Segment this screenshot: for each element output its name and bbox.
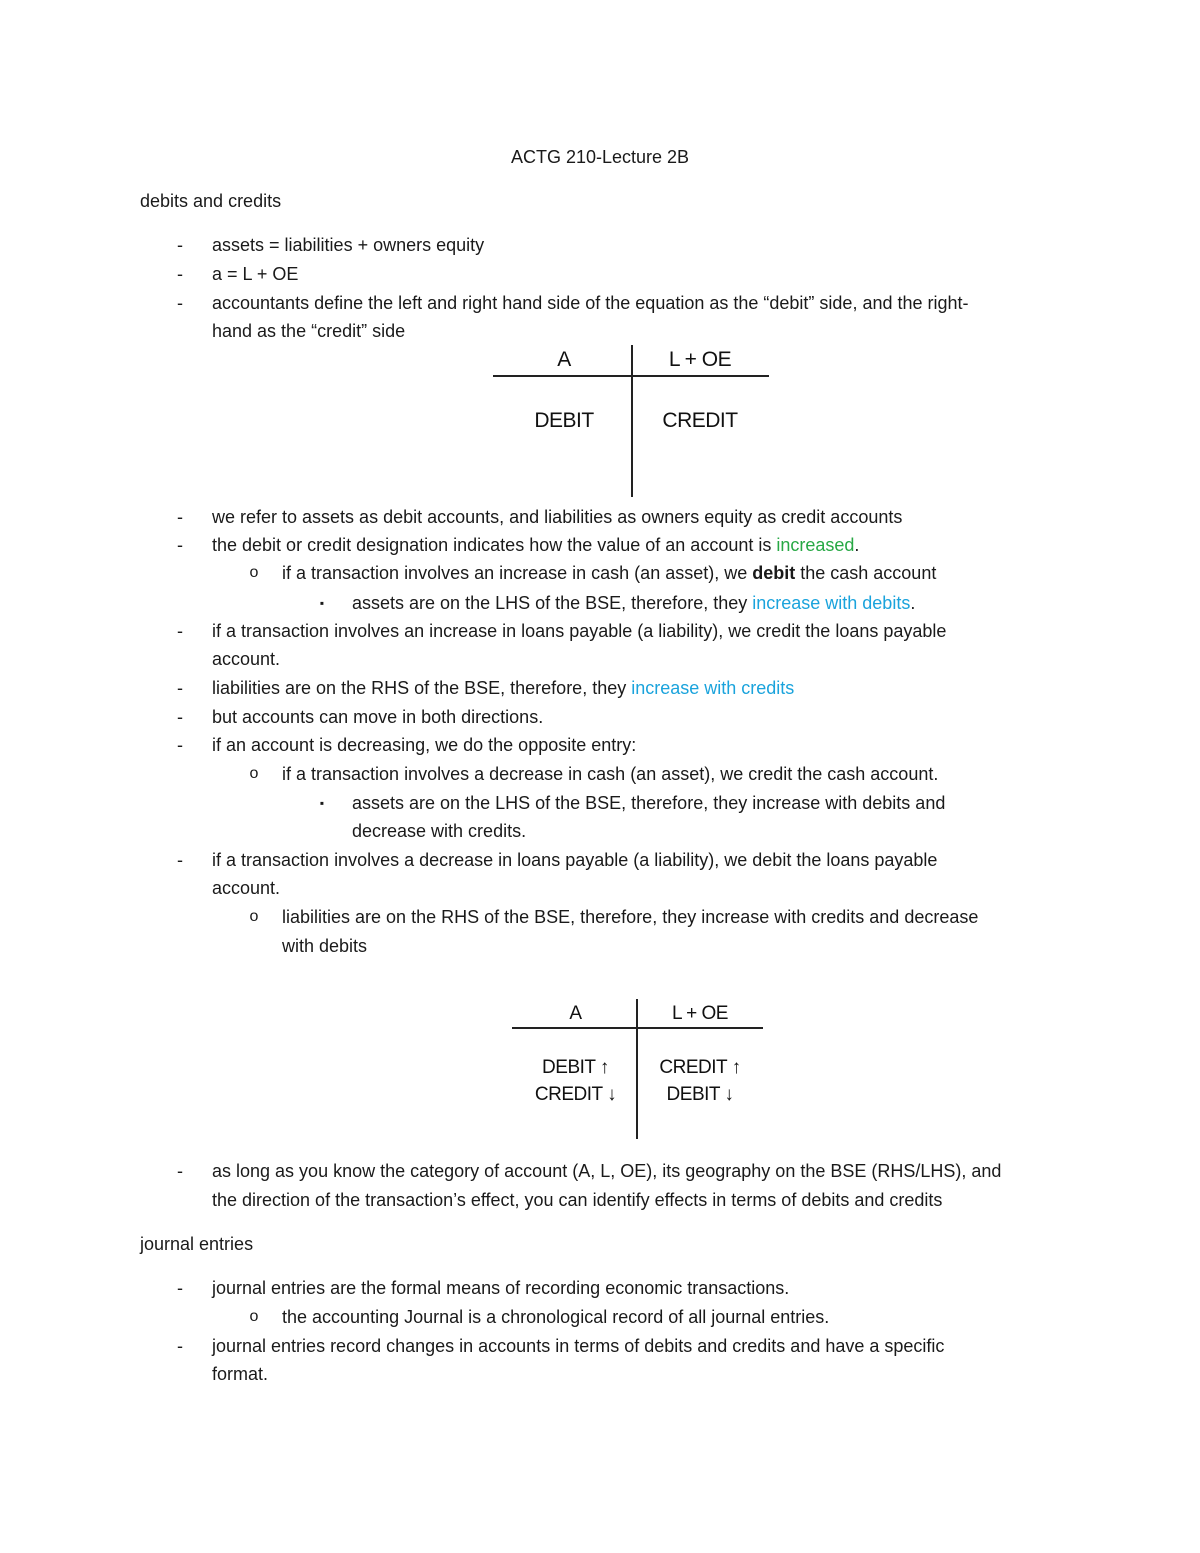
circle-bullet: o <box>249 908 259 925</box>
bullet-text: journal entries are the formal means of recording economic transactions. <box>212 1278 790 1298</box>
circle-bullet: o <box>249 564 259 581</box>
square-bullet: ▪ <box>319 796 325 810</box>
bullet-text: as long as you know the category of account (A, L, OE), its geography on the BSE (RHS/LHS), and <box>212 1161 1002 1181</box>
bullet-text: if a transaction involves a decrease in loans payable (a liability), we debit the loans payable <box>212 850 938 870</box>
t-chart-left-increase: DEBIT ↑ <box>542 1057 609 1078</box>
dash-bullet: - <box>177 707 183 727</box>
bullet-text: we refer to assets as debit accounts, and liabilities as owners equity as credit accounts <box>212 507 903 527</box>
sub-bullet-text-continued: with debits <box>282 936 368 956</box>
dash-bullet: - <box>177 1336 183 1356</box>
bullet-text <box>212 677 794 699</box>
t-chart-right-body: CREDIT <box>662 409 738 432</box>
bullet-text-continued: hand as the “credit” side <box>212 321 406 341</box>
t-chart-left-body: DEBIT <box>534 409 594 432</box>
highlight-increase-with-debits: increase with debits <box>752 593 911 613</box>
dash-bullet: - <box>177 850 183 870</box>
highlight-increase-with-credits: increase with credits <box>631 678 795 698</box>
bullet-text: but accounts can move in both directions. <box>212 707 544 727</box>
text-run: the cash account <box>795 563 937 583</box>
bullet-text: a = L + OE <box>212 264 299 284</box>
sub-sub-bullet-text: assets are on the LHS of the BSE, therefore, they increase with debits and <box>352 793 946 813</box>
t-chart-right-header: L + OE <box>672 1003 728 1024</box>
sub-bullet-text: if a transaction involves a decrease in cash (an asset), we credit the cash account. <box>282 764 939 784</box>
section-heading-journal-entries: journal entries <box>140 1234 254 1254</box>
dash-bullet: - <box>177 1161 183 1181</box>
dash-bullet: - <box>177 621 183 641</box>
bullet-text: if a transaction involves an increase in loans payable (a liability), we credit the loans payable <box>212 621 947 641</box>
bullet-text-continued: format. <box>212 1364 269 1384</box>
bullet-text <box>212 534 859 556</box>
dash-bullet: - <box>177 735 183 755</box>
t-chart-left-header: A <box>569 1003 582 1024</box>
highlight-increased: increased <box>776 535 855 555</box>
t-chart-right-header: L + OE <box>668 348 732 371</box>
section-heading-debits-credits: debits and credits <box>140 191 282 211</box>
text-run: the debit or credit designation indicates how the value of an account is <box>212 535 777 555</box>
circle-bullet: o <box>249 1308 259 1325</box>
sub-bullet-text: the accounting Journal is a chronological record of all journal entries. <box>282 1307 830 1327</box>
dash-bullet: - <box>177 535 183 555</box>
dash-bullet: - <box>177 293 183 313</box>
t-chart-right-decrease: DEBIT ↓ <box>666 1084 734 1105</box>
text-run: if a transaction involves an increase in cash (an asset), we <box>282 563 753 583</box>
bullet-text: accountants define the left and right hand side of the equation as the “debit” side, and the right- <box>212 293 969 313</box>
dash-bullet: - <box>177 264 183 284</box>
bold-debit: debit <box>752 563 796 583</box>
t-chart-right-increase: CREDIT ↑ <box>659 1057 741 1078</box>
t-chart-left-decrease: CREDIT ↓ <box>534 1084 617 1105</box>
page-title: ACTG 210-Lecture 2B <box>510 147 690 167</box>
text-run: . <box>910 593 916 613</box>
text-run: assets are on the LHS of the BSE, therefore, they <box>352 593 753 613</box>
sub-sub-bullet-text <box>352 592 915 614</box>
bullet-text: if an account is decreasing, we do the opposite entry: <box>212 735 637 755</box>
bullet-text: assets = liabilities + owners equity <box>212 235 485 255</box>
bullet-text-continued: account. <box>212 878 281 898</box>
bullet-text: journal entries record changes in accounts in terms of debits and credits and have a specific <box>212 1336 945 1356</box>
sub-bullet-text <box>282 562 936 584</box>
dash-bullet: - <box>177 507 183 527</box>
bullet-text-continued: account. <box>212 649 281 669</box>
circle-bullet: o <box>249 765 259 782</box>
square-bullet: ▪ <box>319 596 325 610</box>
dash-bullet: - <box>177 235 183 255</box>
bullet-text-continued: the direction of the transaction’s effect, you can identify effects in terms of debits and credits <box>212 1190 943 1210</box>
sub-bullet-text: liabilities are on the RHS of the BSE, therefore, they increase with credits and decrease <box>282 907 979 927</box>
text-run: liabilities are on the RHS of the BSE, therefore, they <box>212 678 632 698</box>
t-chart-left-header: A <box>557 348 571 371</box>
dash-bullet: - <box>177 678 183 698</box>
dash-bullet: - <box>177 1278 183 1298</box>
sub-sub-bullet-text-continued: decrease with credits. <box>352 821 527 841</box>
text-run: . <box>854 535 860 555</box>
